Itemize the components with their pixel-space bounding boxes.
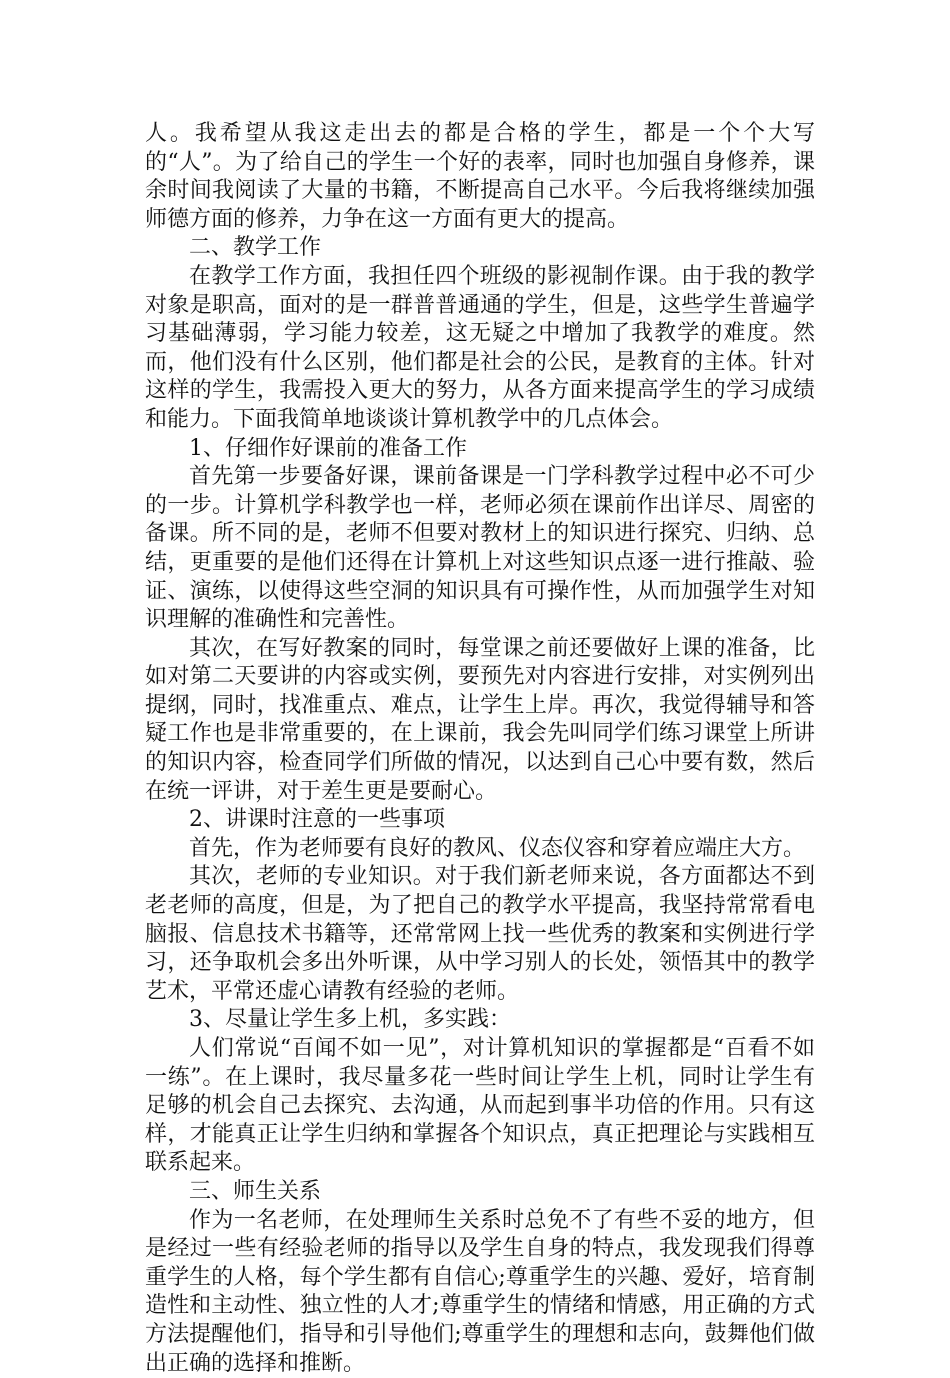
- paragraph-respect-students: 作为一名老师，在处理师生关系时总免不了有些不妥的地方，但是经过一些有经验老师的指导以及学生自身的特点，我发现我们得尊重学生的人格，每个学生都有自信心;尊重学生的兴趣、爱好，培育制造性和主动性、独立性的人才;尊重学生的情绪和情感，用正确的方式方法提醒他们，指导和引导他们;尊重学生的理想和志向，鼓舞他们做出正确的选择和推断。: [145, 1207, 815, 1376]
- subheading-lesson-preparation: 1、仔细作好课前的准备工作: [189, 435, 467, 461]
- subheading-hands-on-practice: 3、尽量让学生多上机，多实践：: [189, 1007, 511, 1033]
- paragraph-professional-knowledge: 其次，老师的专业知识。对于我们新老师来说，各方面都达不到老老师的高度，但是，为了把自己的教学水平提高，我坚持常常看电脑报、信息技术书籍等，还常常网上找一些优秀的教案和实例进行学习，还争取机会多出外听课，从中学习别人的长处，领悟其中的教学艺术，平常还虚心请教有经验的老师。: [145, 864, 815, 1004]
- paragraph-continuation: 人。我希望从我这走出去的都是合格的学生，都是一个个大写的“人”。为了给自己的学生一个好的表率，同时也加强自身修养，课余时间我阅读了大量的书籍，不断提高自己水平。今后我将继续加强师德方面的修养，力争在这一方面有更大的提高。: [145, 121, 815, 232]
- section-heading-teacher-student: 三、师生关系: [189, 1178, 322, 1204]
- document-body: [145, 120, 815, 1378]
- section-heading-teaching-work: 二、教学工作: [189, 235, 322, 261]
- paragraph-teacher-demeanor: 首先，作为老师要有良好的教风、仪态仪容和穿着应端庄大方。: [189, 835, 806, 861]
- paragraph-teaching-overview: 在教学工作方面，我担任四个班级的影视制作课。由于我的教学对象是职高，面对的是一群普普通通的学生，但是，这些学生普遍学习基础薄弱，学习能力较差，这无疑之中增加了我教学的难度。然而，他们没有什么区别，他们都是社会的公民，是教育的主体。针对这样的学生，我需投入更大的努力，从各方面来提高学生的学习成绩和能力。下面我简单地谈谈计算机教学中的几点体会。: [145, 263, 815, 432]
- paragraph-class-preparation: 其次，在写好教案的同时，每堂课之前还要做好上课的准备，比如对第二天要讲的内容或实例，要预先对内容进行安排，对实例列出提纲，同时，找准重点、难点，让学生上岸。再次，我觉得辅导和答疑工作也是非常重要的，在上课前，我会先叫同学们练习课堂上所讲的知识内容，检查同学们所做的情况，以达到自己心中要有数，然后在统一评讲，对于差生更是要耐心。: [145, 635, 815, 804]
- subheading-lecture-notes: 2、讲课时注意的一些事项: [189, 807, 445, 833]
- paragraph-lesson-planning: 首先第一步要备好课，课前备课是一门学科教学过程中必不可少的一步。计算机学科教学也一样，老师必须在课前作出详尽、周密的备课。所不同的是，老师不但要对教材上的知识进行探究、归纳、总结，更重要的是他们还得在计算机上对这些知识点逐一进行推敲、验证、演练，以使得这些空洞的知识具有可操作性，从而加强学生对知识理解的准确性和完善性。: [145, 464, 815, 633]
- paragraph-practice-benefits: 人们常说“百闻不如一见”，对计算机知识的掌握都是“百看不如一练”。在上课时，我尽量多花一些时间让学生上机，同时让学生有足够的机会自己去探究、去沟通，从而起到事半功倍的作用。只有这样，才能真正让学生归纳和掌握各个知识点，真正把理论与实践相互联系起来。: [145, 1036, 815, 1176]
